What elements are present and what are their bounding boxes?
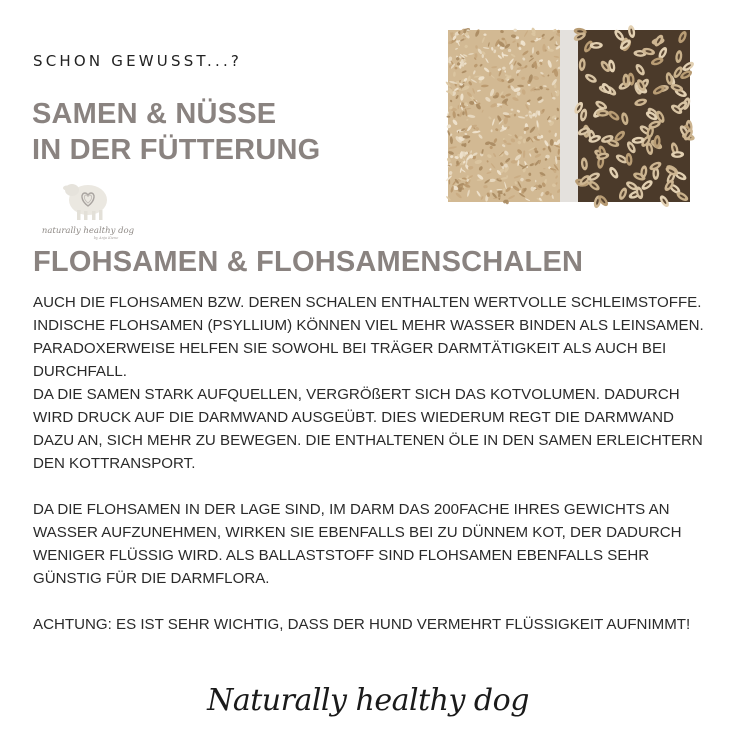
text-line: WASSER AUFZUNEHMEN, WIRKEN SIE EBENFALLS BEI ZU DÜNNEM KOT, DER DADURCH <box>33 524 682 541</box>
signature-text: Naturally healthy dog <box>207 683 529 718</box>
logo-text: naturally healthy dog <box>41 226 135 236</box>
text-line: DEN KOTTRANSPORT. <box>33 455 196 472</box>
warning-line: ACHTUNG: ES IST SEHR WICHTIG, DASS DER HUND VERMEHRT FLÜSSIGKEIT AUFNIMMT! <box>33 616 691 633</box>
section-heading: FLOHSAMEN & FLOHSAMENSCHALEN <box>33 246 584 278</box>
brand-logo <box>34 176 142 242</box>
title-line-2: IN DER FÜTTERUNG <box>32 134 321 166</box>
psyllium-seeds-photo <box>578 30 690 202</box>
body-text <box>33 291 733 636</box>
text-line: DA DIE SAMEN STARK AUFQUELLEN, VERGRÖßERT SICH DAS KOTVOLUMEN. DADURCH <box>33 386 680 403</box>
signature <box>0 670 736 735</box>
page-title <box>32 96 320 168</box>
text-line: WENIGER FLÜSSIG WIRD. ALS BALLASTSTOFF SIND FLOHSAMEN EBENFALLS SEHR <box>33 547 650 564</box>
photo-divider <box>560 30 578 202</box>
psyllium-husks-photo <box>448 30 560 202</box>
lamb-logo-icon <box>34 176 142 242</box>
text-line: DA DIE FLOHSAMEN IN DER LAGE SIND, IM DARM DAS 200FACHE IHRES GEWICHTS AN <box>33 501 670 518</box>
kicker-text: SCHON GEWUSST...? <box>33 52 243 70</box>
svg-text:by Anja Kiene: by Anja Kiene <box>93 236 119 240</box>
title-line-1: SAMEN & NÜSSE <box>32 98 277 130</box>
text-line: AUCH DIE FLOHSAMEN BZW. DEREN SCHALEN ENTHALTEN WERTVOLLE SCHLEIMSTOFFE. <box>33 294 702 311</box>
text-line: INDISCHE FLOHSAMEN (PSYLLIUM) KÖNNEN VIEL MEHR WASSER BINDEN ALS LEINSAMEN. <box>33 317 704 334</box>
text-line: GÜNSTIG FÜR DIE DARMFLORA. <box>33 570 270 587</box>
text-line: DAZU AN, SICH MEHR ZU BEWEGEN. DIE ENTHALTENEN ÖLE IN DEN SAMEN ERLEICHTERN <box>33 432 703 449</box>
text-line: PARADOXERWEISE HELFEN SIE SOWOHL BEI TRÄGER DARMTÄTIGKEIT ALS AUCH BEI <box>33 340 667 357</box>
text-line: WIRD DRUCK AUF DIE DARMWAND AUSGEÜBT. DIES WIEDERUM REGT DIE DARMWAND <box>33 409 674 426</box>
text-line: DURCHFALL. <box>33 363 127 380</box>
